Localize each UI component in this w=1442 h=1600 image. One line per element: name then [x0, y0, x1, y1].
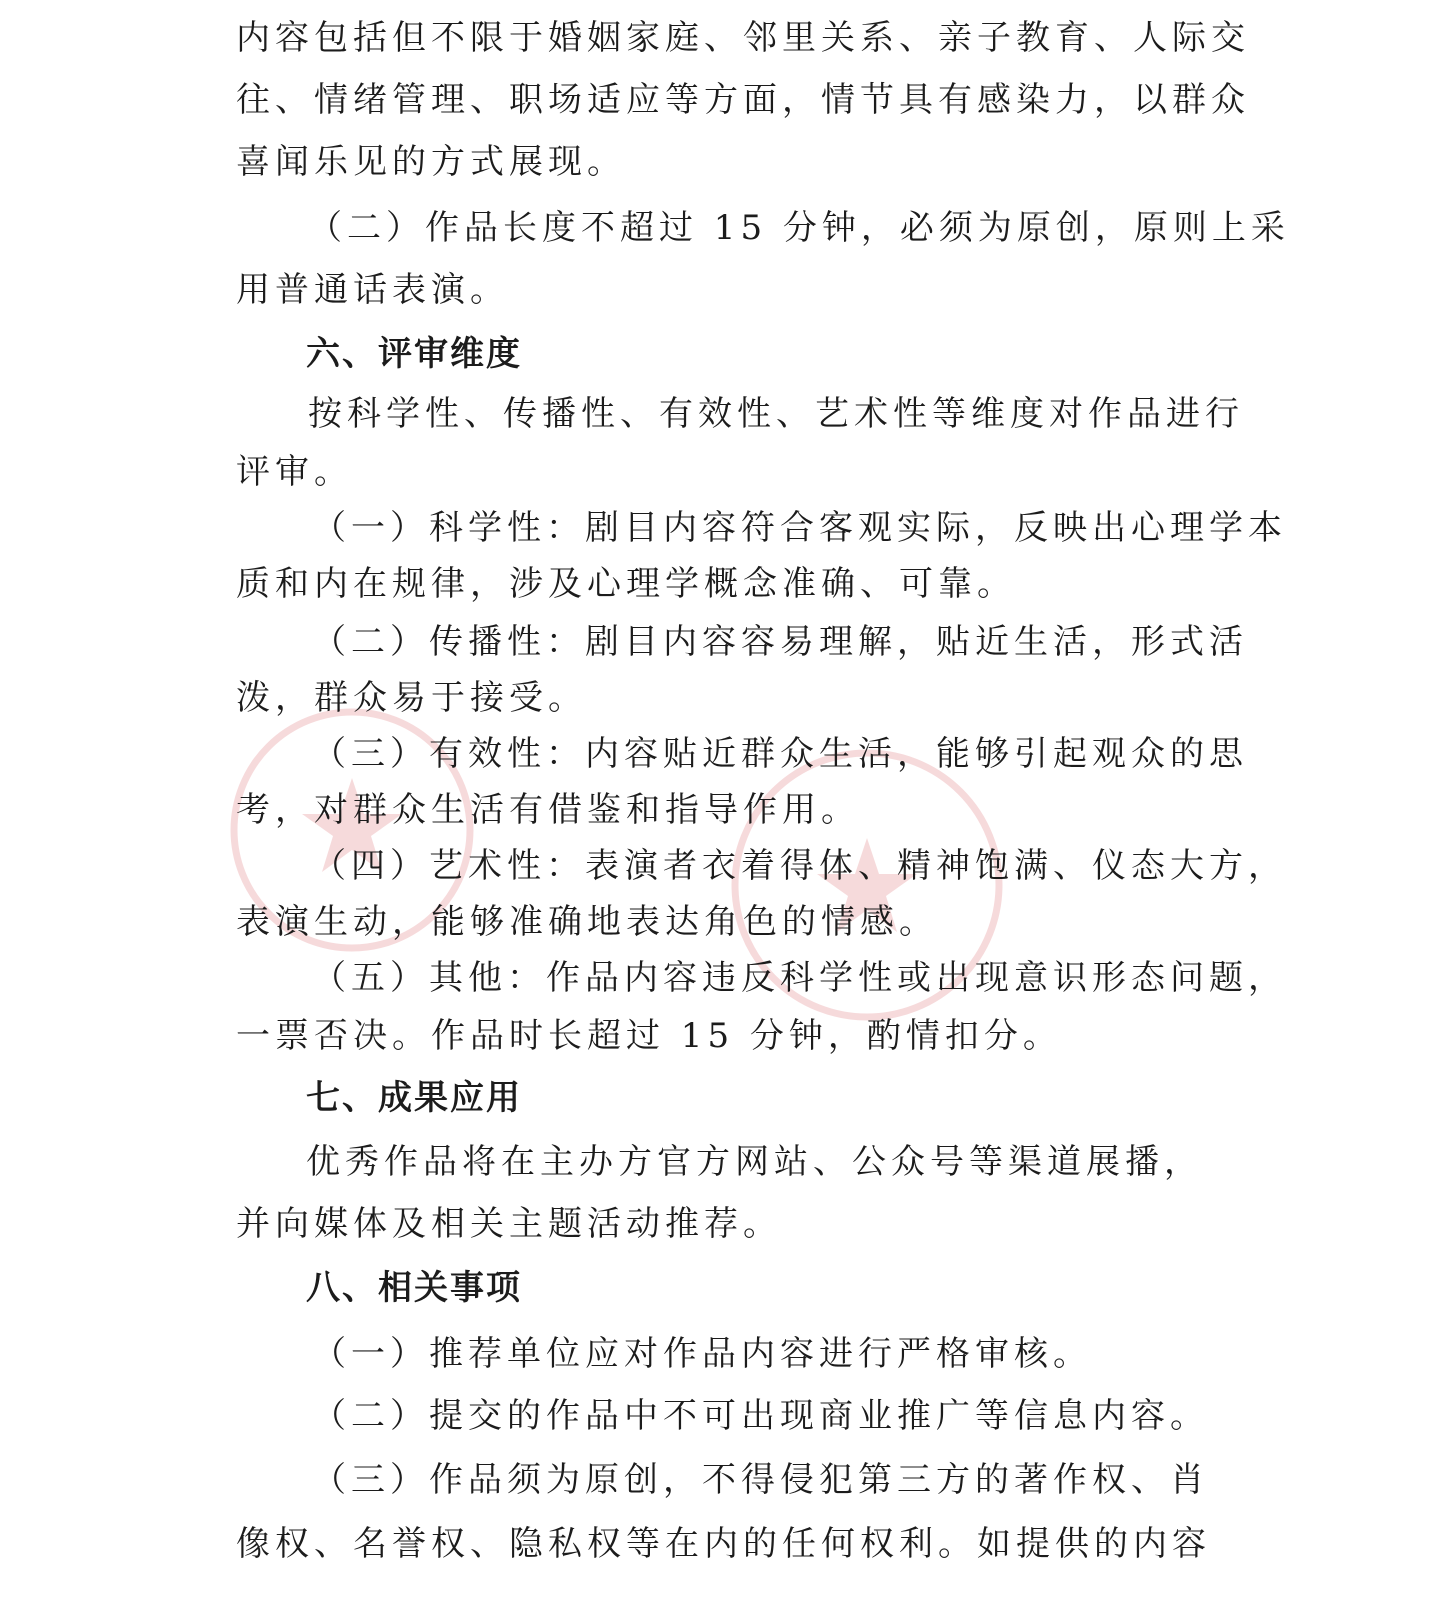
- paragraph-line: 按科学性、传播性、有效性、艺术性等维度对作品进行: [308, 394, 1244, 434]
- paragraph-line: 往、情绪管理、职场适应等方面，情节具有感染力，以群众: [236, 80, 1250, 120]
- paragraph-line: （一）推荐单位应对作品内容进行严格审核。: [312, 1334, 1092, 1374]
- paragraph-line: 用普通话表演。: [236, 270, 509, 310]
- section-heading-evaluation: 六、评审维度: [306, 334, 522, 374]
- paragraph-line: 评审。: [236, 452, 353, 492]
- paragraph-line: 并向媒体及相关主题活动推荐。: [236, 1204, 782, 1244]
- paragraph-line: 像权、名誉权、隐私权等在内的任何权利。如提供的内容: [236, 1524, 1211, 1564]
- paragraph-line: （二）提交的作品中不可出现商业推广等信息内容。: [312, 1396, 1209, 1436]
- paragraph-line: （五）其他：作品内容违反科学性或出现意识形态问题，: [312, 958, 1287, 998]
- paragraph-line: （三）作品须为原创，不得侵犯第三方的著作权、肖: [312, 1460, 1209, 1500]
- paragraph-line: （三）有效性：内容贴近群众生活，能够引起观众的思: [312, 734, 1248, 774]
- paragraph-line: （一）科学性：剧目内容符合客观实际，反映出心理学本: [312, 508, 1287, 548]
- paragraph-line: 内容包括但不限于婚姻家庭、邻里关系、亲子教育、人际交: [236, 18, 1250, 58]
- paragraph-line: 优秀作品将在主办方官方网站、公众号等渠道展播，: [306, 1142, 1203, 1182]
- paragraph-line: 喜闻乐见的方式展现。: [236, 142, 626, 182]
- section-heading-related-matters: 八、相关事项: [306, 1268, 522, 1308]
- paragraph-line: 考，对群众生活有借鉴和指导作用。: [236, 790, 860, 830]
- paragraph-line: 泼，群众易于接受。: [236, 678, 587, 718]
- paragraph-line: （四）艺术性：表演者衣着得体、精神饱满、仪态大方，: [312, 846, 1287, 886]
- paragraph-line: 表演生动，能够准确地表达角色的情感。: [236, 902, 938, 942]
- paragraph-line: （二）作品长度不超过 15 分钟，必须为原创，原则上采: [308, 208, 1290, 248]
- section-heading-application: 七、成果应用: [306, 1078, 522, 1118]
- paragraph-line: 质和内在规律，涉及心理学概念准确、可靠。: [236, 564, 1016, 604]
- paragraph-line: 一票否决。作品时长超过 15 分钟，酌情扣分。: [236, 1016, 1062, 1056]
- paragraph-line: （二）传播性：剧目内容容易理解，贴近生活，形式活: [312, 622, 1248, 662]
